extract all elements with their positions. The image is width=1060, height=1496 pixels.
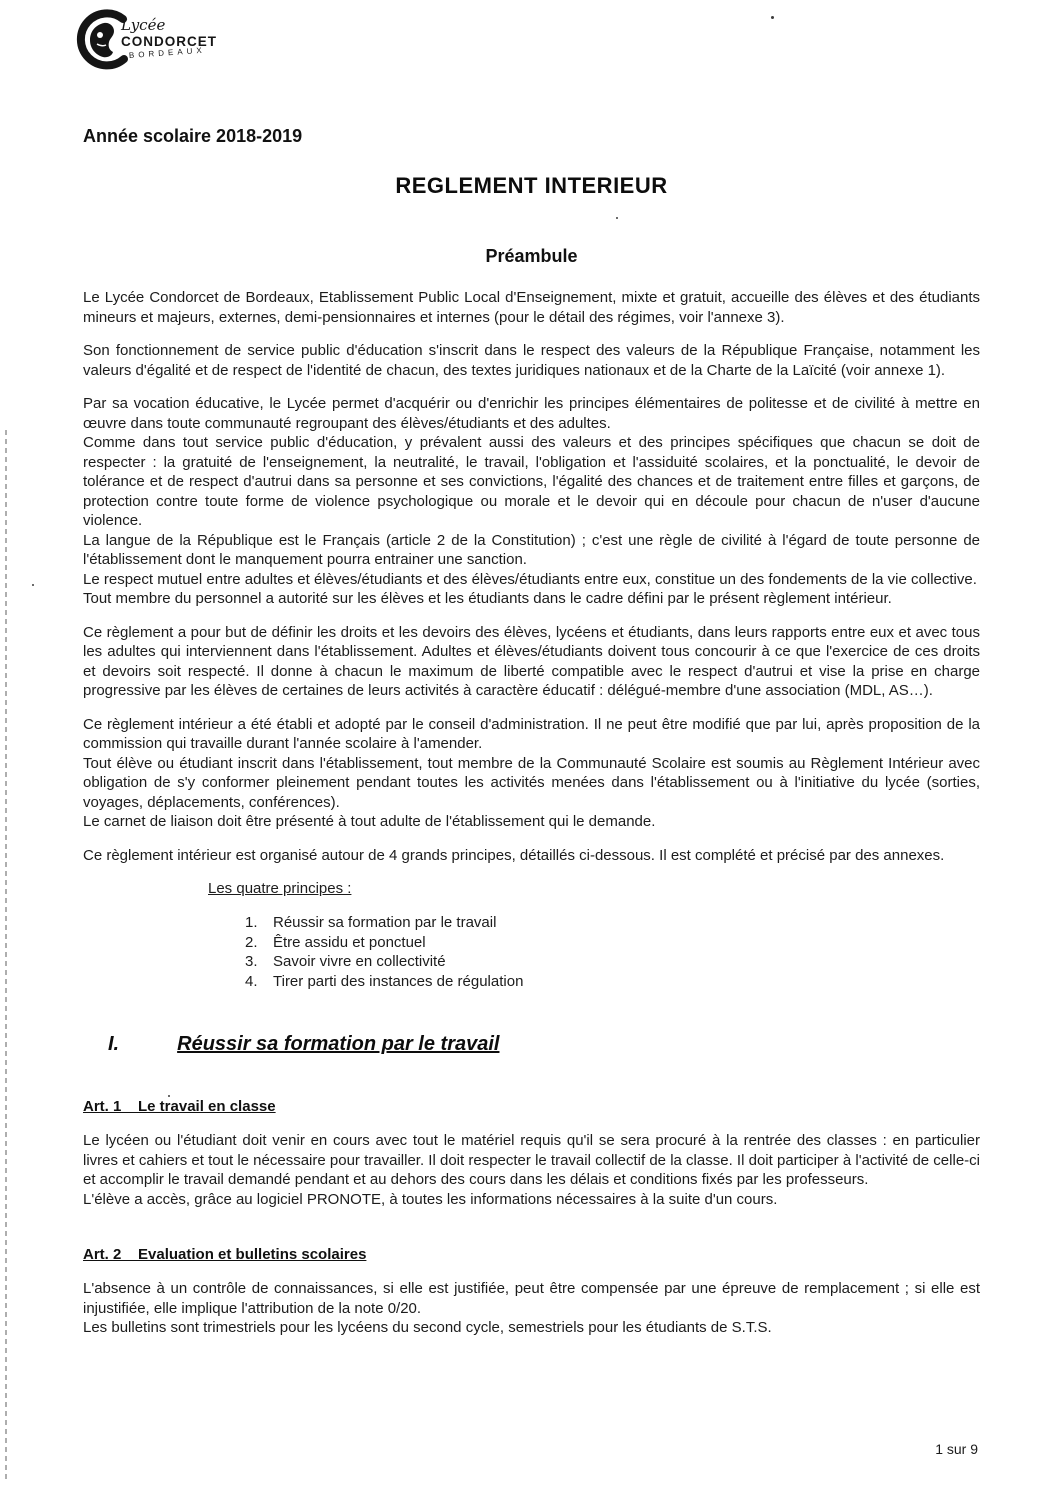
principles-item-label: Être assidu et ponctuel [273,933,426,951]
paragraph-line: Ce règlement intérieur est organisé autour de 4 grands principes, détaillés ci-dessous. Il est complété et précisé par des annexes. [83,846,945,864]
paragraph-line: Tout élève ou étudiant inscrit dans l'établissement, tout membre de la Communauté Scolaire est soumis au Règlement Intérieur avec obligation de s'y conformer pleinement pendant toutes les activités menées dans l'établissement ou à l'initiative du lycée (sorties, voyages, déplacements, conférences). [83,754,980,811]
logo-condorcet-label: CONDORCET [121,34,217,49]
paragraph-line: Par sa vocation éducative, le Lycée permet d'acquérir ou d'enrichir les principes élémentaires de politesse et de civilité à mettre en œuvre dans toute communauté regroupant des élèves/étudiants et des adultes. [83,395,980,432]
principles-item-number: 3. [245,953,258,970]
document-title: REGLEMENT INTERIEUR [395,173,668,198]
principles-item [245,972,980,992]
principles-item-number: 2. [245,933,258,951]
principles-item [245,913,980,933]
preambule-block [83,623,980,701]
principles-item-label: Savoir vivre en collectivité [273,953,446,970]
school-year-label: Année scolaire 2018-2019 [83,126,303,146]
principles-item-label: Réussir sa formation par le travail [273,914,497,931]
preambule-heading: Préambule [485,246,578,266]
preambule-block [83,341,980,380]
principles-item [245,933,980,953]
principles-heading: Les quatre principes : [208,880,352,897]
paragraph-line: L'absence à un contrôle de connaissances, si elle est justifiée, peut être compensée par une épreuve de remplacement ; si elle est injustifiée, elle implique l'attribution de la note 0/20. [83,1280,980,1317]
paragraph-line: Tout membre du personnel a autorité sur les élèves et les étudiants dans le cadre défini par le présent règlement intérieur. [83,590,892,607]
paragraph-line: Le respect mutuel entre adultes et élèves/étudiants et des élèves/étudiants entre eux, constitue un des fondements de la vie collective. [83,570,977,588]
section-1-title: Réussir sa formation par le travail [177,1033,500,1055]
article-2-heading: Art. 2 Evaluation et bulletins scolaires [83,1246,367,1263]
article-1-body [83,1131,980,1209]
principles-section [83,879,980,991]
preambule-block [83,288,980,327]
paragraph-line: Comme dans tout service public d'éducation, y prévalent aussi des valeurs et des principes spécifiques que chacun se doit de respecter : la gratuité de l'enseignement, la neutralité, le travail, l'obligation et l'assiduité scolaires, et la ponctualité, le devoir de tolérance et de respect d'autrui dans sa personne et ses convictions, l'égalité des chances et de traitement entre filles et garçons, de protection contre toute forme de violence psychologique ou morale et le devoir qui en découle pour chacun de n'user d'aucune violence. [83,434,980,529]
principles-item-number: 1. [245,914,258,931]
paragraph-line: Le carnet de liaison doit être présenté à tout adulte de l'établissement qui le demande. [83,813,656,830]
paragraph-line: Ce règlement a pour but de définir les droits et les devoirs des élèves, lycéens et étudiants, dans leurs rapports entre eux et avec tous les adultes qui interviennent dans l'établissement. Adultes et élèves/étudiants doivent tous concourir à ce que l'exercice de ces droits et devoirs soit respecté. Il donne à chacun le maximum de liberté compatible avec le respect d'autrui et vise la prise en charge progressive par les élèves de certaines de leurs activités à caractère éducatif : délégué-membre d'une association (MDL, AS…). [83,623,980,699]
article-1-heading: Art. 1 Le travail en classe [83,1098,276,1115]
principles-list [83,913,980,991]
scan-speck [32,584,34,586]
paragraph-line: Le Lycée Condorcet de Bordeaux, Etablissement Public Local d'Enseignement, mixte et gratuit, accueille des élèves et des étudiants mineurs et majeurs, externes, demi-pensionnaires et internes (pour le détail des régimes, voir l'annexe 3). [83,289,980,326]
scan-artifact-line [5,430,7,1480]
page-number: 1 sur 9 [935,1441,978,1457]
paragraph-line: Le lycéen ou l'étudiant doit venir en cours avec tout le matériel requis qu'il se sera procuré à la rentrée des classes : en particulier livres et cahiers et tout le nécessaire pour travailler. Il doit respecter le travail collectif de la classe. Il doit participer à l'activité de celle-ci et accomplir le travail demandé pendant et au dehors des cours dans les délais et conditions fixés par les professeurs. [83,1132,980,1188]
paragraph-line: Son fonctionnement de service public d'éducation s'inscrit dans le respect des valeurs de la République Française, notamment les valeurs d'égalité et de respect de l'identité de chacun, des textes juridiques nationaux et de la Charte de la Laïcité (voir annexe 1). [83,342,980,379]
logo-bordeaux-label: BORDEAUX [128,45,206,60]
section-1-heading [83,1031,980,1057]
paragraph-line: Ce règlement intérieur a été établi et adopté par le conseil d'administration. Il ne peut être modifié que par lui, après proposition de la commission qui travaille durant l'année scolaire à l'amender. [83,715,980,752]
paragraph-line: La langue de la République est le Français (article 2 de la Constitution) ; c'est une règle de civilité à l'égard de toute personne de l'établissement dont le manquement pourra entrainer une sanction. [83,531,980,568]
principles-item-number: 4. [245,972,258,990]
paragraph-line: L'élève a accès, grâce au logiciel PRONOTE, à toutes les informations nécessaires à la suite d'un cours. [83,1190,778,1208]
paragraph-line: Les bulletins sont trimestriels pour les lycéens du second cycle, semestriels pour les étudiants de S.T.S. [83,1319,772,1336]
preambule-block [83,715,980,832]
preambule-block [83,846,980,866]
article-2-body [83,1279,980,1338]
logo-lycee-label: Lycée [121,16,166,34]
principles-item-label: Tirer parti des instances de régulation [273,972,524,990]
section-1-numeral: I. [108,1033,120,1055]
principles-item [245,952,980,972]
document-content [83,0,980,1338]
preambule-block [83,394,980,609]
